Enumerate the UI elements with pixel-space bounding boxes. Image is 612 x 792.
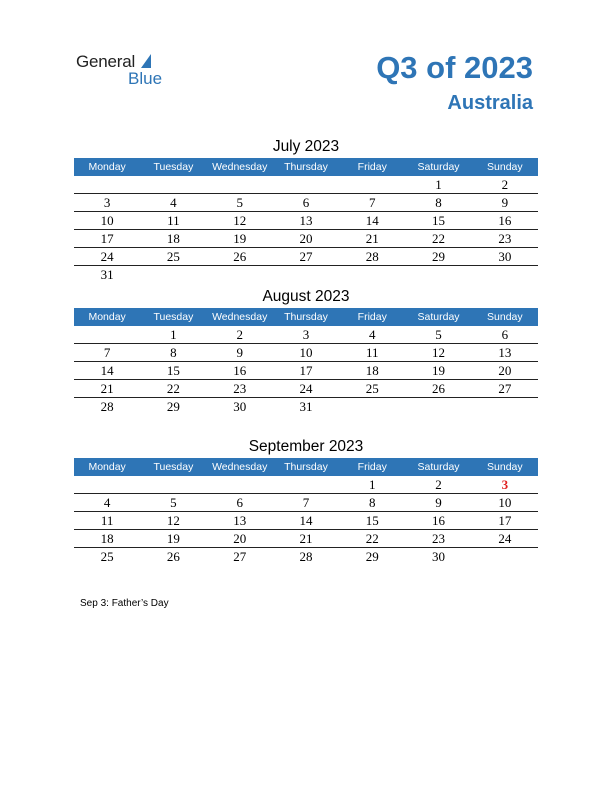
day-cell: 13 [472,344,538,362]
day-cell: 12 [207,212,273,230]
day-cell: 4 [339,326,405,344]
day-cell: 25 [100,548,114,564]
day-cell: 6 [472,326,538,344]
day-cell: 16 [207,362,273,380]
week-row [74,494,538,512]
day-cell: 6 [273,194,339,212]
day-cell: 23 [472,230,538,248]
day-cell: 31 [100,266,114,282]
day-cell: 11 [140,212,206,230]
day-cell: 9 [472,194,538,212]
day-cell: 28 [299,548,313,564]
week-row [74,230,538,248]
day-cell: 22 [405,230,471,248]
day-cell: 12 [405,344,471,362]
day-cell: 18 [140,230,206,248]
day-cell: 9 [207,344,273,362]
weekday-header-row [74,308,538,326]
day-cell: 15 [339,512,405,530]
weekday-header: Wednesday [207,158,273,176]
empty-day-cell [273,266,339,284]
empty-day-cell [472,266,538,284]
weekday-header: Saturday [405,158,471,176]
week-row [74,194,538,212]
day-cell: 24 [74,248,140,266]
day-cell: 29 [365,548,379,564]
week-row [74,476,538,494]
logo-general-text: General [76,52,136,71]
day-cell: 1 [405,176,471,194]
weekday-header-row [74,458,538,476]
empty-day-cell [74,476,140,494]
weekday-header: Tuesday [140,158,206,176]
day-cell: 20 [472,362,538,380]
week-row [74,548,538,566]
week-row [74,512,538,530]
day-cell: 16 [472,212,538,230]
month-september [74,436,538,565]
day-cell: 13 [207,512,273,530]
day-cell: 18 [339,362,405,380]
month-title: August 2023 [262,288,350,305]
day-cell: 28 [339,248,405,266]
empty-day-cell [339,176,405,194]
weekday-header: Friday [339,458,405,476]
week-row [74,248,538,266]
month-title: July 2023 [272,138,340,155]
day-cell: 18 [74,530,140,548]
day-cell: 5 [140,494,206,512]
calendar-table [74,458,538,565]
day-cell: 5 [405,326,471,344]
day-cell: 4 [74,494,140,512]
day-cell: 12 [140,512,206,530]
empty-day-cell [405,266,471,284]
day-cell: 26 [207,248,273,266]
empty-day-cell [339,398,405,416]
empty-day-cell [74,176,140,194]
day-cell: 26 [166,548,180,564]
month-august [74,286,538,415]
day-cell: 10 [472,494,538,512]
day-cell: 8 [405,194,471,212]
day-cell: 22 [339,530,405,548]
day-cell: 31 [299,398,313,414]
weekday-header: Thursday [273,458,339,476]
month-july [74,136,538,283]
day-cell: 10 [74,212,140,230]
day-cell: 17 [472,512,538,530]
empty-day-cell [339,266,405,284]
empty-day-cell [140,476,206,494]
day-cell: 27 [472,380,538,398]
day-cell: 21 [339,230,405,248]
weekday-header: Wednesday [207,308,273,326]
day-cell: 29 [166,398,180,414]
day-cell: 8 [339,494,405,512]
day-cell: 19 [140,530,206,548]
day-cell: 27 [233,548,247,564]
day-cell: 20 [273,230,339,248]
day-cell: 3 [472,476,538,494]
day-cell: 5 [207,194,273,212]
day-cell: 19 [405,362,471,380]
logo-triangle-icon [141,54,151,68]
day-cell: 9 [405,494,471,512]
week-row [74,326,538,344]
day-cell: 30 [472,248,538,266]
day-cell: 24 [273,380,339,398]
day-cell: 2 [405,476,471,494]
day-cell: 2 [207,326,273,344]
day-cell: 2 [472,176,538,194]
logo-blue-text: Blue [128,69,163,88]
day-cell: 17 [273,362,339,380]
calendar-table [74,158,538,283]
weekday-header: Tuesday [140,458,206,476]
week-row [74,212,538,230]
day-cell: 13 [273,212,339,230]
weekday-header: Wednesday [207,458,273,476]
week-row [74,266,538,284]
weekday-header: Sunday [472,158,538,176]
weekday-header: Friday [339,158,405,176]
day-cell: 16 [405,512,471,530]
empty-day-cell [273,176,339,194]
empty-day-cell [405,398,471,416]
weekday-header: Saturday [405,308,471,326]
day-cell: 3 [74,194,140,212]
weekday-header: Sunday [472,458,538,476]
empty-day-cell [207,476,273,494]
day-cell: 24 [472,530,538,548]
day-cell: 17 [74,230,140,248]
day-cell: 1 [140,326,206,344]
weekday-header: Monday [74,308,140,326]
week-row [74,176,538,194]
day-cell: 14 [273,512,339,530]
empty-day-cell [273,476,339,494]
empty-day-cell [74,326,140,344]
day-cell: 15 [405,212,471,230]
weekday-header: Friday [339,308,405,326]
day-cell: 1 [339,476,405,494]
weekday-header: Monday [74,158,140,176]
day-cell: 14 [339,212,405,230]
day-cell: 27 [273,248,339,266]
day-cell: 20 [207,530,273,548]
day-cell: 28 [100,398,114,414]
page-subtitle: Australia [447,92,533,114]
week-row [74,380,538,398]
day-cell: 10 [273,344,339,362]
day-cell: 23 [207,380,273,398]
week-row [74,530,538,548]
empty-day-cell [140,266,206,284]
empty-day-cell [472,398,538,416]
week-row [74,398,538,416]
weekday-header: Saturday [405,458,471,476]
day-cell: 23 [405,530,471,548]
day-cell: 21 [273,530,339,548]
day-cell: 29 [405,248,471,266]
day-cell: 26 [405,380,471,398]
day-cell: 22 [140,380,206,398]
generalblue-logo [76,52,176,92]
day-cell: 8 [140,344,206,362]
day-cell: 14 [74,362,140,380]
day-cell: 11 [339,344,405,362]
page-title: Q3 of 2023 [376,50,533,85]
day-cell: 7 [273,494,339,512]
month-title: September 2023 [248,438,364,455]
day-cell: 11 [74,512,140,530]
day-cell: 19 [207,230,273,248]
weekday-header-row [74,158,538,176]
day-cell: 15 [140,362,206,380]
weekday-header: Thursday [273,158,339,176]
day-cell: 30 [432,548,446,564]
empty-day-cell [140,176,206,194]
day-cell: 25 [140,248,206,266]
weekday-header: Sunday [472,308,538,326]
day-cell: 4 [140,194,206,212]
calendar-table [74,308,538,415]
weekday-header: Thursday [273,308,339,326]
day-cell: 6 [207,494,273,512]
day-cell: 3 [273,326,339,344]
weekday-header: Monday [74,458,140,476]
empty-day-cell [207,266,273,284]
day-cell: 7 [74,344,140,362]
weekday-header: Tuesday [140,308,206,326]
empty-day-cell [207,176,273,194]
day-cell: 7 [339,194,405,212]
day-cell: 30 [233,398,247,414]
day-cell: 25 [339,380,405,398]
day-cell: 21 [74,380,140,398]
week-row [74,362,538,380]
week-row [74,344,538,362]
holiday-footnote: Sep 3: Father’s Day [80,598,169,609]
empty-day-cell [472,548,538,566]
